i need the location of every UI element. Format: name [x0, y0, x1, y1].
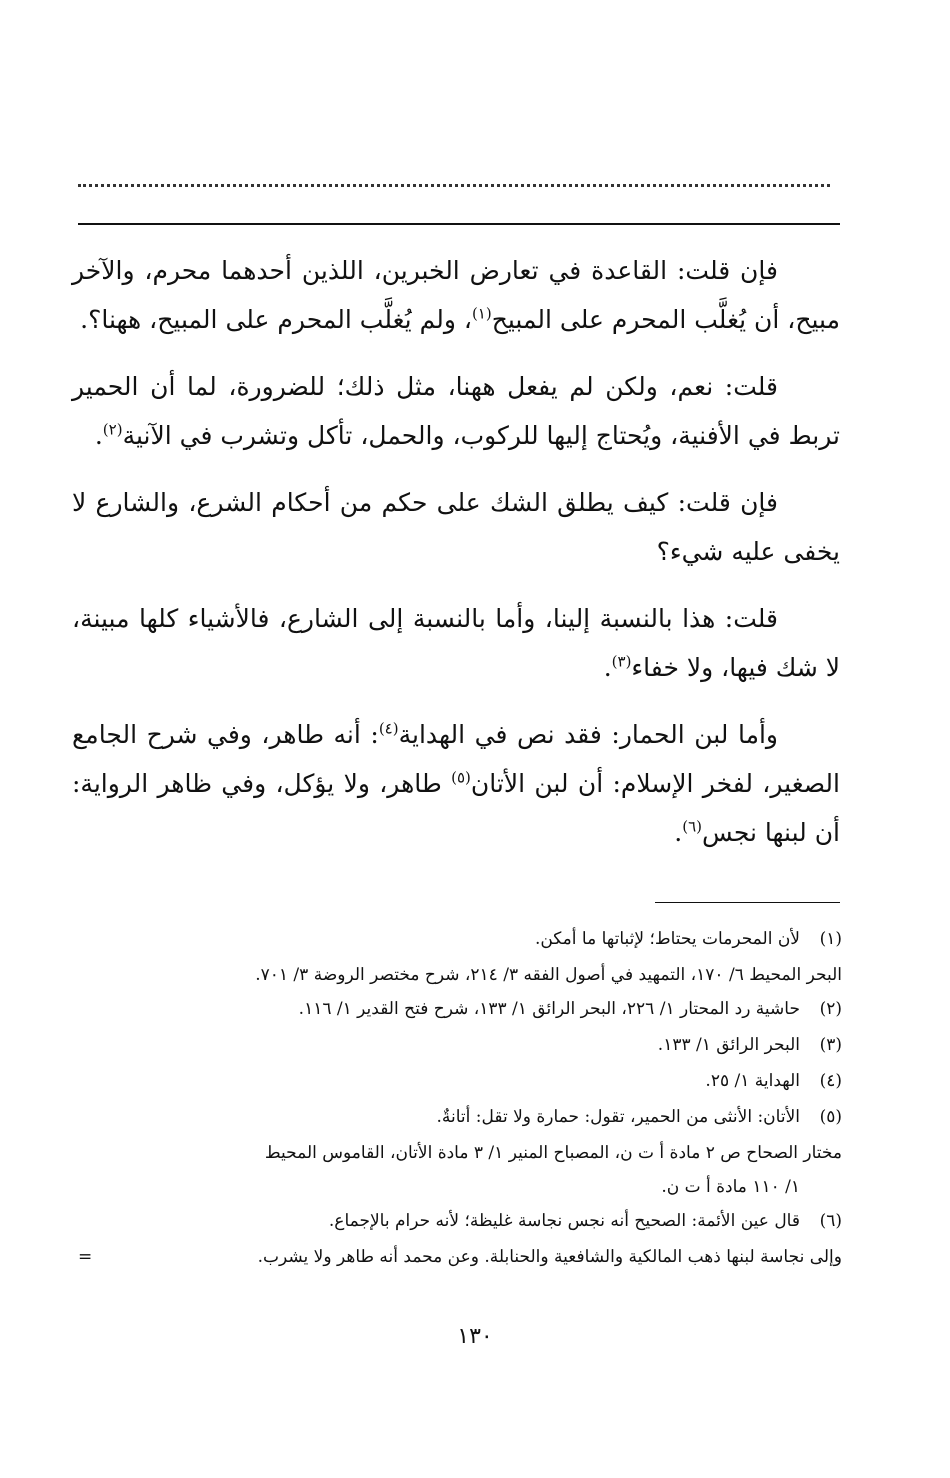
paragraph: قلت: نعم، ولكن لم يفعل ههنا، مثل ذلك؛ للضرورة، لما أن الحمير تربط في الأفنية، ويُحتاج إليها للركوب، والحمل، تأكل وتشرب في الآنية$^{(٢)}$.: [72, 372, 840, 450]
paragraph: فإن قلت: كيف يطلق الشك على حكم من أحكام الشرع، والشارع لا يخفى عليه شيء؟: [72, 488, 840, 566]
footnote-text: قال عين الأئمة: الصحيح أنه نجس نجاسة غليظة؛ لأنه حرام بالإجماع.: [328, 1211, 800, 1231]
continuation-mark: =: [78, 1247, 93, 1267]
footnote-1: [78, 922, 842, 956]
footnote-number: (٤): [819, 1071, 842, 1091]
footnote-5-source: مختار الصحاح ص ٢ مادة أ ت ن، المصباح المنير ١/ ٣ مادة الأتان، القاموس المحيط: [264, 1143, 842, 1163]
footnote-number: (٢): [819, 999, 842, 1019]
footnote-ref[interactable]: (٣): [611, 652, 632, 671]
footnote-5-source-cont: ١/ ١١٠ مادة أ ت ن.: [661, 1177, 800, 1197]
footnote-number: (٥): [819, 1107, 842, 1127]
footnote-ref[interactable]: (٦): [682, 817, 702, 836]
footnote-ref[interactable]: (٢): [102, 420, 123, 439]
footnote-ref[interactable]: (٥): [451, 768, 471, 787]
footnote-text: حاشية رد المحتار ١/ ٢٢٦، البحر الرائق ١/ ١٣٣، شرح فتح القدير ١/ ١١٦.: [298, 999, 800, 1019]
footnote-rule: [655, 902, 840, 903]
paragraph: قلت: هذا بالنسبة إلينا، وأما بالنسبة إلى الشارع، فالأشياء كلها مبينة، لا شك فيها، ولا خفاء$^{(٣)}$.: [72, 604, 840, 682]
footnote-text: الأتان: الأنثى من الحمير، تقول: حمارة ولا تقل: أتانةٌ.: [436, 1107, 800, 1127]
footnote-number: (٦): [819, 1211, 842, 1231]
footnote-text: البحر الرائق ١/ ١٣٣.: [657, 1035, 800, 1055]
footnote-6-cont: [78, 1240, 842, 1274]
footnote-number: (٣): [819, 1035, 842, 1055]
footnote-text: لأن المحرمات يحتاط؛ لإثباتها ما أمكن.: [534, 929, 800, 949]
footnote-5: [78, 1100, 842, 1134]
footnote-4: [78, 1064, 842, 1098]
footnote-text: وإلى نجاسة لبنها ذهب المالكية والشافعية والحنابلة. وعن محمد أنه طاهر ولا يشرب.: [257, 1247, 842, 1267]
footnotes: [78, 922, 842, 1274]
footnote-1-source: البحر المحيط ٦/ ١٧٠، التمهيد في أصول الفقه ٣/ ٢١٤، شرح مختصر الروضة ٣/ ٧٠١.: [255, 965, 842, 985]
top-rule: [78, 223, 840, 225]
paragraph: فإن قلت: القاعدة في تعارض الخبرين، اللذين أحدهما محرم، والآخر مبيح، أن يُغلَّب المحرم على المبيح$^{(١)}$، ولم يُغلَّب المحرم على المبيح، ههنا؟.: [72, 256, 840, 334]
page-number: ١٣٠: [457, 1324, 493, 1349]
footnote-number: (١): [819, 929, 842, 949]
footnote-text: الهداية ١/ ٢٥.: [705, 1071, 800, 1091]
footnote-ref[interactable]: (١): [471, 304, 492, 323]
dotted-separator: [78, 168, 830, 187]
footnote-ref[interactable]: (٤): [378, 719, 399, 738]
footnote-2: [78, 992, 842, 1026]
main-text: [72, 246, 840, 875]
paragraph: وأما لبن الحمار: فقد نص في الهداية$^{(٤)}$: أنه طاهر، وفي شرح الجامع الصغير، لفخر الإسلام: أن لبن الأتان$^{(٥)}$ طاهر، ولا يؤكل، وفي ظاهر الرواية: أن لبنها نجس$^{(٦)}$.: [72, 719, 840, 847]
footnote-3: [78, 1028, 842, 1062]
footnote-6: [78, 1204, 842, 1238]
